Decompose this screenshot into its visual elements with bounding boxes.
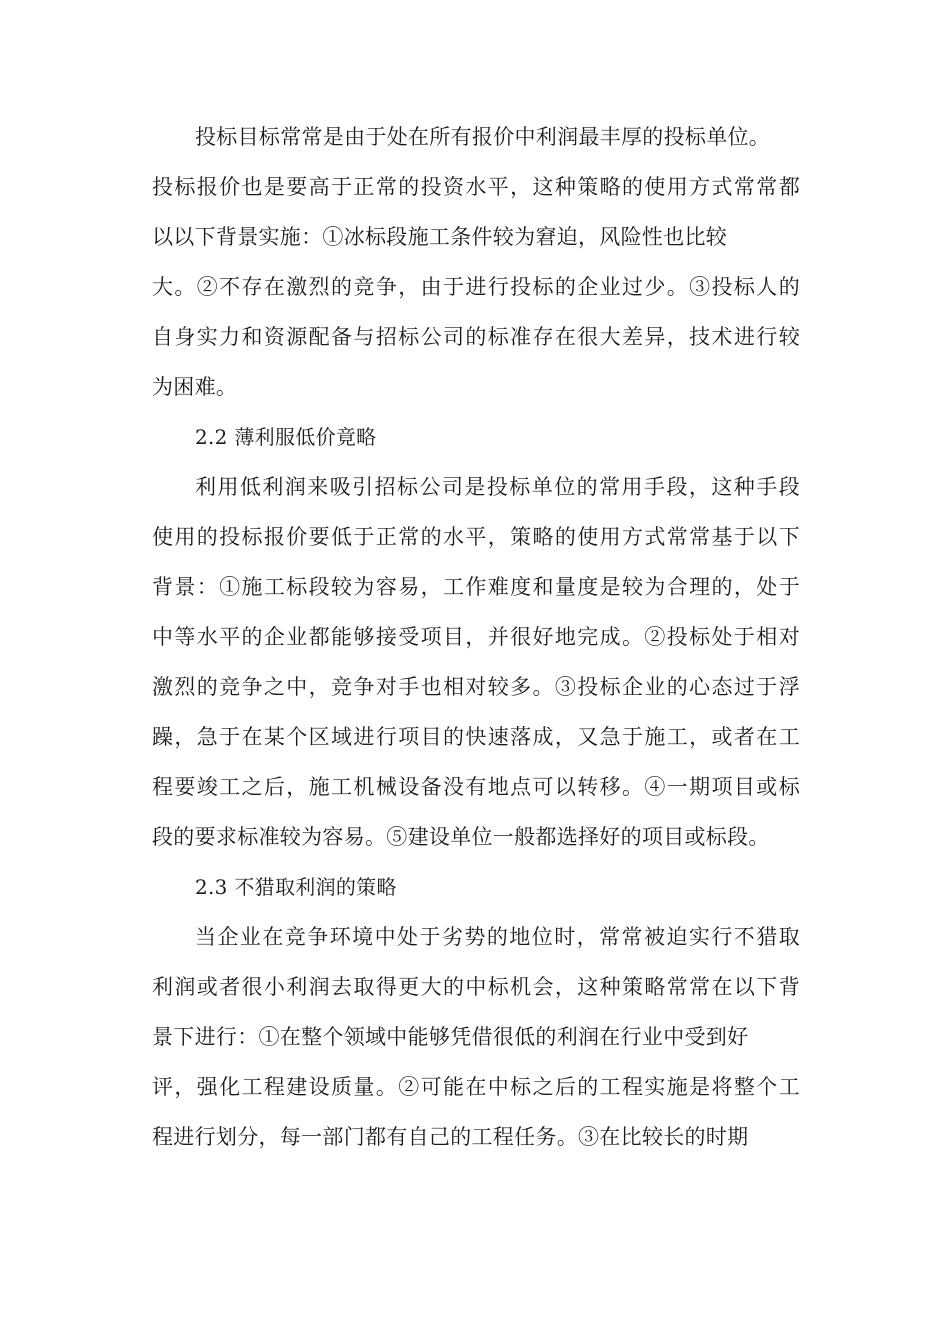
paragraph-line: 当企业在竞争环境中处于劣势的地位时，常常被迫实行不猎取 xyxy=(195,925,800,949)
section-heading: 2.3 不猎取利润的策略 xyxy=(195,875,397,899)
paragraph-line: 为困难。 xyxy=(152,375,238,399)
paragraph-line: 以以下背景实施：①冰标段施工条件较为窘迫，风险性也比较 xyxy=(152,225,728,249)
paragraph-line: 利用低利润来吸引招标公司是投标单位的常用手段，这种手段 xyxy=(195,475,800,499)
paragraph-line: 程要竣工之后，施工机械设备没有地点可以转移。④一期项目或标 xyxy=(152,775,800,799)
paragraph-line: 中等水平的企业都能够接受项目，并很好地完成。②投标处于相对 xyxy=(152,625,800,649)
paragraph-line: 投标报价也是要高于正常的投资水平，这种策略的使用方式常常都 xyxy=(152,175,800,199)
paragraph-line: 激烈的竞争之中，竞争对手也相对较多。③投标企业的心态过于浮 xyxy=(152,675,800,699)
paragraph-line: 段的要求标准较为容易。⑤建设单位一般都选择好的项目或标段。 xyxy=(152,825,770,849)
paragraph-line: 利润或者很小利润去取得更大的中标机会，这种策略常常在以下背 xyxy=(152,975,800,999)
section-heading: 2.2 薄利服低价竟略 xyxy=(195,425,377,449)
paragraph-line: 景下进行：①在整个领域中能够凭借很低的利润在行业中受到好 xyxy=(152,1025,749,1049)
paragraph-line: 躁，急于在某个区域进行项目的快速落成，又急于施工，或者在工 xyxy=(152,725,800,749)
paragraph-line: 程进行划分，每一部门都有自己的工程任务。③在比较长的时期 xyxy=(152,1125,749,1149)
paragraph-line: 评，强化工程建设质量。②可能在中标之后的工程实施是将整个工 xyxy=(152,1075,800,1099)
paragraph-line: 背景：①施工标段较为容易，工作难度和量度是较为合理的，处于 xyxy=(152,575,800,599)
paragraph-line: 投标目标常常是由于处在所有报价中利润最丰厚的投标单位。 xyxy=(195,125,771,149)
paragraph-line: 使用的投标报价要低于正常的水平，策略的使用方式常常基于以下 xyxy=(152,525,800,549)
document-page xyxy=(152,112,800,1162)
paragraph-line: 自身实力和资源配备与招标公司的标准存在很大差异，技术进行较 xyxy=(152,325,800,349)
paragraph-line: 大。②不存在激烈的竞争，由于进行投标的企业过少。③投标人的 xyxy=(152,275,800,299)
